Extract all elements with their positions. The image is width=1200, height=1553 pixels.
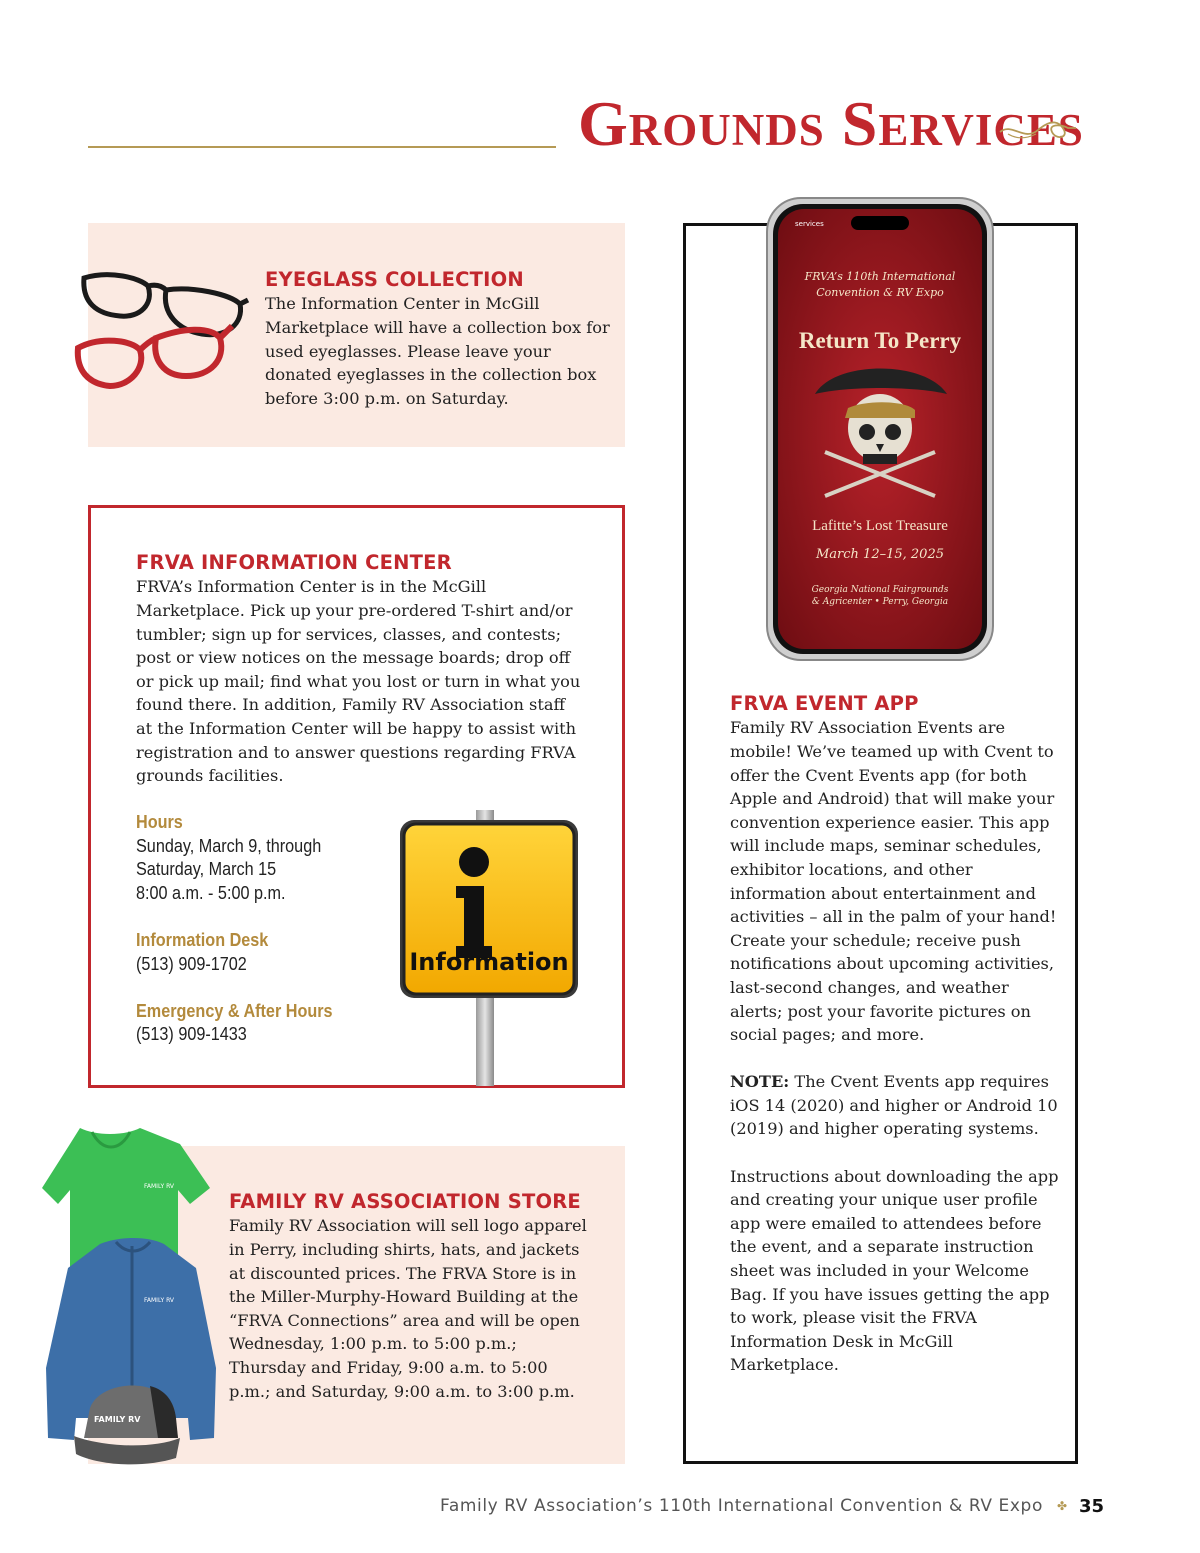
cap-label: FAMILY RV [94, 1415, 141, 1424]
hours-line: Saturday, March 15 [136, 859, 277, 880]
phone-venue1: Georgia National Fairgrounds [811, 585, 949, 595]
emergency-phone: (513) 909-1433 [136, 1024, 247, 1045]
info-center-contacts [136, 811, 396, 1047]
eyeglass-heading: EYEGLASS COLLECTION [265, 268, 524, 291]
apparel-image [40, 1118, 225, 1478]
event-app-body: Family RV Association Events are mobile! We’ve teamed up with Cvent to offer the Cvent Events app (for both Apple and Android) that will make your convention experience easier. This app will include maps, seminar schedules, exhibitor locations, and other information about entertainment and activities – all in the palm of your hand! Create your schedule; receive push notifications about upcoming activities, last-second changes, and weather alerts; post your favorite pictures on social pages; and more. [730, 718, 1057, 1045]
info-center-section [136, 551, 596, 788]
hours-line: 8:00 a.m. - 5:00 p.m. [136, 882, 286, 903]
phone-headline: Return To Perry [798, 328, 962, 353]
information-sign-image [394, 806, 584, 1086]
page-title: Grounds Services [578, 88, 1084, 159]
event-app-instructions: Instructions about downloading the app and creating your unique user profile app were emailed to attendees before the event, and a separate instruction sheet was included in your Welcome Bag. If you have issues getting the app to work, please visit the FRVA Information Desk in McGill Marketplace. [730, 1166, 1059, 1375]
hours-label: Hours [136, 812, 183, 832]
info-desk-phone: (513) 909-1702 [136, 953, 247, 974]
info-desk-label: Information Desk [136, 929, 269, 950]
svg-text:FAMILY RV: FAMILY RV [144, 1183, 175, 1190]
emergency-label: Emergency & After Hours [136, 1000, 333, 1021]
store-section [229, 1190, 609, 1403]
note-label: NOTE: [730, 1072, 790, 1092]
phone-subtitle: Lafitte’s Lost Treasure [812, 518, 948, 534]
eyeglass-body: The Information Center in McGill Marketplace will have a collection box for used eyeglasses. Please leave your donated eyeglasses in the collection box before 3:00 p.m. on Saturday. [265, 294, 610, 408]
event-app-note [730, 1070, 1060, 1141]
phone-venue2: & Agricenter • Perry, Georgia [811, 597, 949, 607]
swirl-ornament-icon [998, 116, 1078, 146]
eyeglasses-image [70, 264, 252, 400]
page-footer [440, 1492, 1104, 1520]
info-center-heading: FRVA INFORMATION CENTER [136, 551, 452, 574]
sign-label: Information [409, 948, 569, 976]
eyeglass-section [265, 268, 615, 410]
info-center-body: FRVA’s Information Center is in the McGill Marketplace. Pick up your pre-ordered T-shirt and/or tumbler; sign up for services, classes, and contests; post or view notices on the message boards; drop off or pick up mail; find what you lost or turn in what you found there. In addition, Family RV Association staff at the Information Center will be happy to assist with registration and to answer questions regarding FRVA grounds facilities. [136, 577, 581, 786]
event-app-section [730, 692, 1060, 1377]
store-heading: FAMILY RV ASSOCIATION STORE [229, 1190, 581, 1213]
phone-line2: Convention & RV Expo [816, 286, 944, 299]
note-body: The Cvent Events app requires iOS 14 (2020) and higher or Android 10 (2019) and higher operating systems. [730, 1072, 1058, 1139]
footer-text: Family RV Association’s 110th International Convention & RV Expo [440, 1496, 1043, 1516]
page-number: 35 [1079, 1495, 1105, 1517]
diamond-bullet-icon: ✤ [1056, 1499, 1068, 1513]
phone-dates: March 12–15, 2025 [816, 547, 944, 562]
phone-status: services [795, 220, 824, 228]
store-body: Family RV Association will sell logo apparel in Perry, including shirts, hats, and jackets at discounted prices. The FRVA Store is in the Miller-Murphy-Howard Building at the “FRVA Connections” area and will be open Wednesday, 1:00 p.m. to 5:00 p.m.; Thursday and Friday, 9:00 a.m. to 5:00 p.m.; and Saturday, 9:00 a.m. to 3:00 p.m. [229, 1216, 587, 1401]
phone-line1: FRVA’s 110th International [804, 270, 956, 283]
hours-line: Sunday, March 9, through [136, 835, 322, 856]
header-rule [88, 146, 556, 148]
phone-screenshot-image [765, 196, 995, 662]
event-app-heading: FRVA EVENT APP [730, 692, 919, 715]
svg-text:FAMILY RV: FAMILY RV [144, 1297, 175, 1304]
